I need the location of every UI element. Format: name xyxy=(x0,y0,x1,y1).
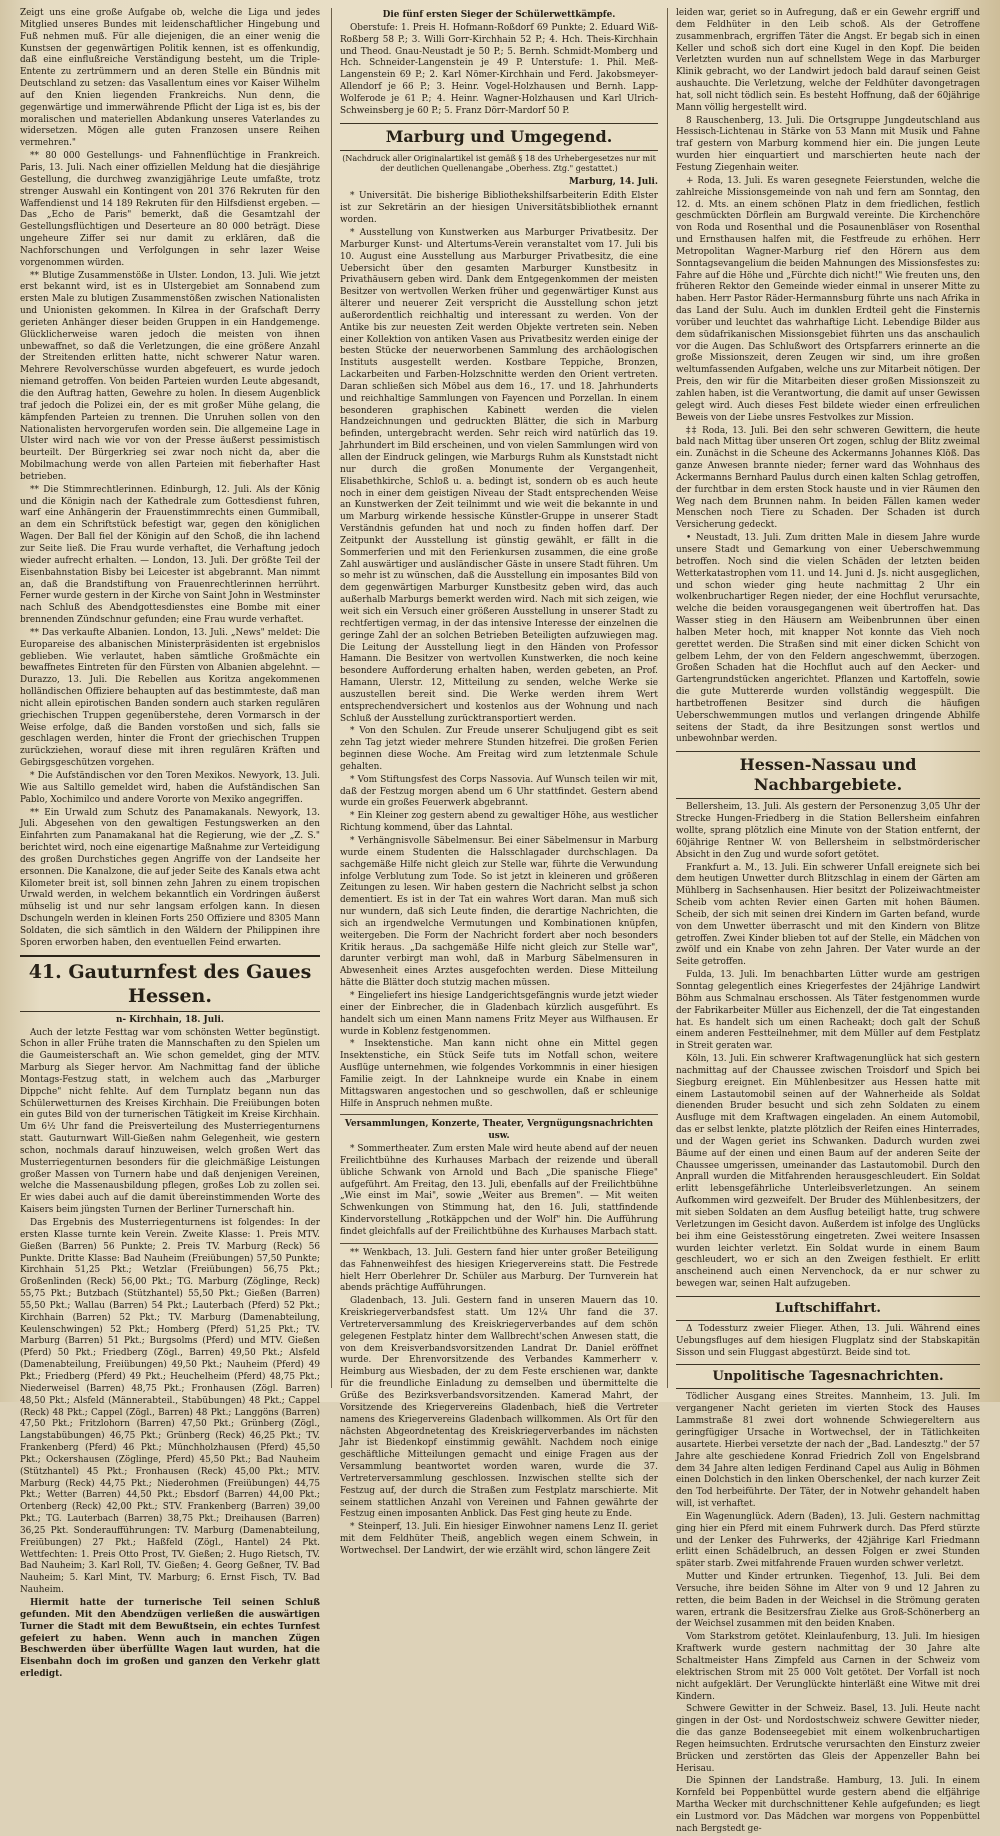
article-paragraph: * Eingeliefert ins hiesige Landgerichtsgefängnis wurde jetzt wieder einer der Einbrecher, die in Gladenbach kürzlich ausgeführt. Es handelt sich um einen Mann namens Fritz Meyer aus Wilfhausen. Er wurde in Koblenz festgenommen. xyxy=(340,990,658,1037)
article-paragraph: Mutter und Kinder ertrunken. Tiegenhof, 13. Juli. Bei dem Versuche, ihre beiden Söhne im Alter von 9 und 12 Jahren zu retten, die beim Baden in der Weichsel in die Strömung geraten waren, ertrank die Besitzersfrau Zielke aus Groß-Schönerberg an der Weichsel zusammen mit den beiden Knaben. xyxy=(676,1572,980,1630)
article-paragraph: * Ausstellung von Kunstwerken aus Marburger Privatbesitz. Der Marburger Kunst- und Altertums-Verein veranstaltet vom 17. Juli bis 10. August eine Ausstellung aus Marburger Privatbesitz, die eine Uebersicht über den gesamten Marburger Kunstbesitz in Privathäusern geben wird. Dank dem Entgegenkommen der meisten Besitzer von wertvollen Werken früher und gegenwärtiger Kunst aus älterer und neuerer Zeit verspricht die Ausstellung schon jetzt außerordentlich reichhaltig und interessant zu werden. Von der Antike bis zur neuesten Zeit werden Objekte vertreten sein. Neben einer Kollektion von antiken Vasen aus Privatbesitz werden einige der besten Stücke der neuerworbenen Sammlung des archäologischen Instituts ausgestellt werden. Kostbare Teppiche, Bronzen, Lackarbeiten und Farben-Holzschnitte werden den Orient vertreten. Daran schließen sich Möbel aus dem 16., 17. und 18. Jahrhunderts und reichhaltige Sammlungen von Fayencen und Porzellan. In einem besonderen graphischen Kabinett werden die vielen Handzeichnungen und gedruckten Blätter, die sich in Marburg befinden, untergebracht werden. Sehr reich wird natürlich das 19. Jahrhundert im Bild erscheinen, und von vielen Sammlungen wird von allen der Eindruck gelingen, wie Marburgs Ruhm als Kunststadt nicht nur durch die großen Monumente der Vergangenheit, Elisabethkirche, Schloß u. a. bedingt ist, sondern ob es auch heute noch in einer dem geistigen Niveau der Stadt entsprechenden Weise an Kunstwerken der Zeit teilnimmt und wie weit die bekannte in und um Marburg wirkende hessische Künstler-Gruppe in unserer Stadt Verständnis gefunden hat und noch zu finden hoffen darf. Der Zeitpunkt der Ausstellung ist günstig gewählt, er fällt in die Sommerferien und mit den Ferienkursen zusammen, die eine große Zahl auswärtiger und ausländischer Gäste in unsere Stadt führen. Um so mehr ist zu wünschen, daß die Ausstellung ein imposantes Bild von dem gegenwärtigen Marburger Kunstbesitz geben wird, das auch außerhalb Marburgs bemerkt werden wird. Nach mit sich zeigen, wie weit sich ein Versuch einer größeren Ausstellung in unserer Stadt zu rechtfertigen vermag, in der das intensive Interesse der einzelnen die geringe Zahl der an solchen Betrieben Beteiligten aufzuwiegen mag. Die Leitung der Ausstellung liegt in den Händen von Professor Hamann. Die Besitzer von wertvollen Kunstwerken, die noch keine besondere Aufforderung erhalten haben, werden gebeten, an Prof. Hamann, Ulerstr. 12, Mitteilung zu senden, welche Werke sie auszustellen bereit sind. Die Werke werden ihrem Wert entsprechendversichert und kostenlos aus der Wohnung und nach Schluß der Ausstellung zurücktransportiert werden. xyxy=(340,227,658,724)
column-left xyxy=(20,8,320,1680)
article-paragraph: Zeigt uns eine große Aufgabe ob, welche die Liga und jedes Mitglied unseres Bundes mit leidenschaftlicher Hingebung und Fuß nehmen muß. Für alle diejenigen, die an einer wenig die Kunstsen der gegenwärtigen Politik kennen, ist es offenkundig, daß eine einflußreiche Verständigung besteht, um die Triple-Entente zu zertrümmern und an deren Stelle ein Bündnis mit Deutschland zu setzen: das Vasallentum eines vor Kaiser Wilhelm auf den Knien liegenden Frankreichs. Nun denn, die gegenwärtige und immerwährende Pflicht der Liga ist es, bis der moralischen und materiellen Abdankung unseres Vaterlandes zu widersetzen. Mögen alle guten Franzosen unsere Reihen vermehren." xyxy=(20,8,320,149)
dateline: Marburg, 14. Juli. xyxy=(569,176,658,187)
article-paragraph: * Die Aufständischen vor den Toren Mexikos. Newyork, 13. Juli. Wie aus Saltillo gemeldet wird, haben die Aufständischen San Pablo, Xochimilco und andere Vororte von Mexiko angegriffen. xyxy=(20,771,320,805)
article-paragraph: Ein Wagenunglück. Adern (Baden), 13. Juli. Gestern nachmittag ging hier ein Pferd mit einem Fuhrwerk durch. Das Pferd stürzte und der Lenker des Fuhrwerks, der 42jährige Karl Friedmann erlitt einen Schädelbruch, an dessen Folgen er zwei Stunden später starb. Zwei mitfahrende Frauen wurden schwer verletzt. xyxy=(676,1511,980,1570)
article-paragraph: * Insektenstiche. Man kann nicht ohne ein Mittel gegen Insektenstiche, ein Stück Seife tuts im Notfall schon, weitere Ausflüge unternehmen, wie folgendes Vorkommnis in einer hiesigen Familie zeigt. In der Lahnkneipe wurde ein Knabe in einem Mittagswaren angestochen und so geschwollen, daß er schleunige Hilfe in Anspruch nehmen mußte. xyxy=(340,1039,658,1109)
article-paragraph: ‡‡ Roda, 13. Juli. Bei den sehr schweren Gewittern, die heute bald nach Mittag über unseren Ort zogen, schlug der Blitz zweimal ein. Zunächst in die Scheune des Ackermanns Johannes Klöß. Das ganze Anwesen brannte nieder; ferner ward das Wohnhaus des Ackermanns Bernhard Paulus durch einen kalten Schlag getroffen, der furchtbar in dem ersten Stock hauste und in vier Räumen den Weg nach dem Brunnen nahm. In beiden Fällen kamen weder Menschen noch Tiere zu Schaden. Der Schaden ist durch Versicherung gedeckt. xyxy=(676,425,980,531)
section-heading-gauturnfest: 41. Gauturnfest des Gaues Hessen. xyxy=(20,955,320,1012)
article-paragraph: Bellersheim, 13. Juli. Als gestern der Personenzug 3,05 Uhr der Strecke Hungen-Friedberg in die Station Bellersheim einfahren wollte, sprang plötzlich eine Minute von der Station entfernt, der 60jährige Rentner W. von Bellersheim in selbstmörderischer Absicht in den Zug und wurde sofort getötet. xyxy=(676,802,980,860)
column-middle xyxy=(340,8,658,1556)
article-title: Die fünf ersten Sieger der Schülerwettkämpfe. xyxy=(382,10,616,20)
article-paragraph: • Neustadt, 13. Juli. Zum dritten Male in diesem Jahre wurde unsere Stadt und Gemarkung von einer Ueberschwemmung betroffen. Noch sind die vielen Schäden der letzten beiden Wetterkatastrophen vom 11. und 14. Juni d. Js. nicht ausgeglichen, und schon wieder ging heute nachmittag 2 Uhr ein wolkenbruchartiger Regen nieder, der eine Hochflut verursachte, welche die beiden vorausgegangenen weit übertroffen hat. Das Wasser stieg in den Häusern am Weibenbrunnen über einen halben Meter hoch, mit knapper Not konnte das Vieh noch gerettet werden. Die Straßen sind mit einer dicken Schicht von gelbem Lehm, der von den Feldern angeschwemmt, überzogen. Großen Schaden hat die Hochflut auch auf den Aecker- und Gartengrundstücken angerichtet. Pflanzen und Kartoffeln, sowie die gute Muttererde wurden vollständig weggespült. Die hartbetroffenen Besitzer sind durch die häufigen Ueberschwemmungen mutlos und verlangen dringende Abhilfe seitens der Stadt, da ihre Besitzungen sonst wertlos und unbewohnbar werden. xyxy=(676,533,980,745)
column-rule xyxy=(331,8,332,1388)
column-right xyxy=(676,8,980,1834)
article-paragraph: * Von den Schulen. Zur Freude unserer Schuljugend gibt es seit zehn Tag jetzt wieder mehrere Stunden hitzefrei. Die großen Ferien beginnen diese Woche. Am Freitag wird zum letztenmale Schule gehalten. xyxy=(340,726,658,772)
article-paragraph: Fulda, 13. Juli. Im benachbarten Lütter wurde am gestrigen Sonntag gelegentlich eines Kriegerfestes der 24jährige Landwirt Böhm aus Schmalnau erschossen. Als Täter festgenommen wurde der Fabrikarbeiter Müller aus Eichenzell, der die Tat eingestanden hat. Es handelt sich um einen Racheakt; doch galt der Schuß einem anderen Festteilnehmer, mit dem Müller auf dem Festplatz in Streit geraten war. xyxy=(676,970,980,1052)
article-paragraph: Schwere Gewitter in der Schweiz. Basel, 13. Juli. Heute nacht gingen in der Ost- und Nordostschweiz schwere Gewitter nieder, die das ganze Bodenseegebiet mit einem wolkenbruchartigen Regen heimsuchten. Erdrutsche verursachten den Einsturz zweier Brücken und zerstörten das Gleis der Appenzeller Bahn bei Herisau. xyxy=(676,1704,980,1774)
article-title: Versammlungen, Konzerte, Theater, Vergnügungsnachrichten usw. xyxy=(344,1119,654,1142)
article-paragraph: * Vom Stiftungsfest des Corps Nassovia. Auf Wunsch teilen wir mit, daß der Festzug morgen abend um 6 Uhr stattfindet. Gestern abend wurde ein großes Feuerwerk abgebrannt. xyxy=(340,774,658,809)
divider xyxy=(340,1243,658,1244)
section-heading-hessen-nassau: Hessen-Nassau und Nachbargebiete. xyxy=(676,751,980,799)
article-paragraph: ** Ein Urwald zum Schutz des Panamakanals. Newyork, 13. Juli. Abgesehen von den gewaltigen Festungswerken an den Einfahrten zum Panamakanal hat die Regierung, wie der „Z. S." berichtet wird, noch eine eigenartige Maßnahme zur Verteidigung des großen Durchstiches gegen Angriffe von der Landseite her ersonnen. Die Kanalzone, die auf jeder Seite des Kanals etwa acht Kilometer breit ist, soll binnen zehn Jahren zu einem tropischen Urwald werden, in welchem bekanntlich ein Vordringen äußerst mühselig ist und nur sehr langsam erfolgen kann. In diesen Dschungeln werden in kleinen Forts 250 Offiziere und 8305 Mann Soldaten, die sich sämtlich in den Wäldern der Philippinen ihre Sporen erworben haben, den eventuellen Feind erwarten. xyxy=(20,807,320,948)
article-paragraph: 8 Rauschenberg, 13. Juli. Die Ortsgruppe Jungdeutschland aus Hessisch-Lichtenau in Stärke von 53 Mann mit Musik und Fahne traf gestern von Marburg kommend hier ein. Die jungen Leute wurden hier einquartiert und marschierten heute nach der Festung Ziegenhain weiter. xyxy=(676,115,980,173)
section-heading-luftschiffahrt: Luftschiffahrt. xyxy=(676,1296,980,1321)
article-paragraph: Oberstufe: 1. Preis H. Hofmann-Roßdorf 69 Punkte; 2. Eduard Wiß-Roßberg 58 P.; 3. Willi Gorr-Kirchhain 52 P.; 4. Hch. Theis-Kirchhain und Theod. Gnau-Neustadt je 50 P.; 5. Bernh. Schmidt-Momberg und Hch. Schneider-Langenstein je 49 P. Unterstufe: 1. Phil. Meß-Langenstein 69 P.; 2. Karl Nömer-Kirchhain und Ferd. Jakobsmeyer-Allendorf je 66 P.; 3. Heinr. Vogel-Holzhausen und Bernh. Lapp-Wolferode je 61 P.; 4. Heinr. Wagner-Holzhausen und Karl Ulrich-Schweinsberg je 60 P.; 5. Franz Dörr-Mardorf 50 P. xyxy=(340,22,658,116)
article-paragraph: leiden war, geriet so in Aufregung, daß er ein Gewehr ergriff und dem Feldhüter in den Leib schoß. Als der Getroffene zusammenbrach, ergriffen Täter die Angst. Er begab sich in einen Keller und schoß sich dort eine Kugel in den Kopf. Die beiden Verletzten wurden nun auf schnellstem Wege in das Marburger Klinik gebracht, wo der Landwirt jedoch bald darauf seinen Geist aushauchte. Die Verletzung, welche der Feldhüter davongetragen hat, soll nicht tödlich sein. Es besteht Hoffnung, daß der 60jährige Mann völlig hergestellt wird. xyxy=(676,8,980,113)
article-paragraph: + Roda, 13. Juli. Es waren gesegnete Feierstunden, welche die zahlreiche Missionsgemeinde von nah und fern am Sonntag, den 12. d. Mts. an einem schönen Platz in dem friedlichen, festlich geschmückten Dörflein am Burgwald vereinte. Die Kirchenchöre von Roda und Rosenthal und die Posaunenbläser von Rosenthal und Ernsthausen halfen mit, die Festfreude zu erhöhen. Herr Metropolitan Wagner-Marburg rief den Hörern aus dem Sonntagsevangelium die beiden Mahnungen des Missionsfestes zu: Fahre auf die Höhe und „Fürchte dich nicht!" Wie freuten uns, den früheren Rektor den Gemeinde wieder einmal in unserer Mitte zu haben. Herr Pastor Räder-Hermannsburg führte uns nach Afrika in das Land der Sulu. Auch im dunklen Erdteil geht die Finsternis vorüber und leuchtet das wahrhaftige Licht. Lebendige Bilder aus dem südafrikanischen Missionsgebiet führten uns das anschaulich vor die Augen. Das Schlußwort des Ortspfarrers erinnerte an die große Missionszeit, deren Zeugen wir sind, um ihre großen weltumfassenden Aufgaben, welche uns zur Mitarbeit nötigen. Der Preis, den wir für die Mitarbeiten dieser großen Missionszeit zu zahlen haben, ist die Verantwortung, die damit auf unser Gewissen gelegt wird. Auch dieses Fest bildete wieder einen erfreulichen Beweis von der Liebe unsres Festvolkes zur Mission. xyxy=(676,175,980,423)
article-paragraph: ** Die Stimmrechtlerinnen. Edinburgh, 12. Juli. Als der König und die Königin nach der Kathedrale zum Gottesdienst fuhren, warf eine Anhängerin der Frauenstimmrechts einen Gummiball, an dem ein Schriftstück befestigt war, gegen den königlichen Wagen. Der Ball fiel der Königin auf den Schoß, die ihn lachend zur Seite ließ. Die Frau wurde verhaftet, die Verhaftung jedoch wieder aufrecht erhalten. — London, 13. Juli. Der größte Teil der Eisenbahnstation Bisby bei Leicester ist abgebrannt. Man nimmt an, daß die Brandstiftung von Frauenrechtlerinnen herrührt. Ferner wurde gestern in der Kirche von Saint John in Westminster nach Schluß des Abendgottesdienstes eine Bombe mit einer brennenden Zündschnur gefunden; eine Frau wurde verhaftet. xyxy=(20,484,320,626)
reprint-notice: (Nachdruck aller Originalartikel ist gemäß § 18 des Urhebergesetzes nur mit der deutlichen Quellenangabe „Oberhess. Ztg." gestattet.) xyxy=(342,153,656,174)
article-paragraph: Das Ergebnis des Musterriegenturnens ist folgendes: In der ersten Klasse turnte kein Verein. Zweite Klasse: 1. Preis MTV. Gießen (Barren) 56 Punkte; 2. Preis TV. Marburg (Reck) 56 Punkte. Dritte Klasse: Bad Nauheim (Freiübungen) 57,50 Punkte; Kirchhain 51,25 Pkt.; Wetzlar (Freiübungen) 56,75 Pkt.; Großenlinden (Reck) 56,00 Pkt.; TG. Marburg (Zöglinge, Reck) 55,75 Pkt.; Butzbach (Stützhantel) 55,50 Pkt.; Gießen (Barren) 55,50 Pkt.; Wallau (Barren) 54 Pkt.; Lauterbach (Pferd) 52 Pkt.; Kirchhain (Barren) 52 Pkt.; TV. Marburg (Damenabteilung, Keulenschwingen) 52 Pkt.; Homberg (Pferd) 51,25 Pkt.; TV. Marburg (Barren) 51 Pkt.; Burgsolms (Pferd) und MTV. Gießen (Pferd) 50 Pkt.; Friedberg (Zögl., Barren) 49,50 Pkt.; Alsfeld (Damenabteilung, Freiübungen) 49,50 Pkt.; Nauheim (Pferd) 49 Pkt.; Friedberg (Pferd) 49 Pkt.; Heuchelheim (Pferd) 48,75 Pkt.; Niederweisel (Barren) 48,75 Pkt.; Fronhausen (Zögl. Barren) 48,50 Pkt.; Alsfeld (Männerabteil., Stabübungen) 48 Pkt.; Cappel (Reck) 48 Pkt.; Cappel (Zögl., Barren) 48 Pkt.; Langgöns (Barren) 47,50 Pkt.; Fritzlohorn (Barren) 47,50 Pkt.; Grünberg (Zögl., Langstabübungen) 46,75 Pkt.; Grünberg (Reck) 46,25 Pkt.; TV. Frankenberg (Pferd) 46 Pkt.; Münchholzhausen (Pferd) 45,50 Pkt.; Ockershausen (Zöglinge, Pferd) 45,50 Pkt.; Bad Nauheim (Stützhantel) 45 Pkt.; Fronhausen (Reck) 45,00 Pkt.; MTV. Marburg (Reck) 44,75 Pkt.; Niederohmen (Freiübungen) 44,75 Pkt.; Wetter (Barren) 44,50 Pkt.; Ebsdorf (Barren) 44,00 Pkt.; Ortenberg (Reck) 42,00 Pkt.; STV. Frankenberg (Barren) 39,00 Pkt.; TG. Lauterbach (Barren) 38,75 Pkt.; Dreihausen (Barren) 36,25 Pkt. Sonderaufführungen: TV. Marburg (Damenabteilung, Freiübungen) 27 Pkt.; Haßfeld (Zögl., Hantel) 24 Pkt. Wettfechten: 1. Preis Otto Prost, TV. Gießen; 2. Hugo Rietsch, TV. Bad Nauheim; 3. Karl Roll, TV. Gießen; 4. Georg Geßner, TV. Bad Nauheim; 5. Karl Mint, TV. Marburg; 6. Ernst Fisch, TV. Bad Nauheim. xyxy=(20,1218,320,1596)
article-paragraph: Hiermit hatte der turnerische Teil seinen Schluß gefunden. Mit den Abendzügen verließen die auswärtigen Turner die Stadt mit dem Bewußtsein, ein echtes Turnfest gefeiert zu haben. Wenn auch in manchen Zügen Beschwerden über überfüllte Wagen laut wurden, hat die Eisenbahn doch im großen und ganzen den Verkehr glatt erledigt. xyxy=(20,1598,320,1680)
article-paragraph: ** 80 000 Gestellungs- und Fahnenflüchtige in Frankreich. Paris, 13. Juli. Nach einer offiziellen Meldung hat die diesjährige Gestellung, die durchweg zwanzigjährige Leute umfaßte, trotz strenger Auswahl ein Kontingent von 201 376 Rekruten für den Waffendienst und 14 189 Rekruten für den Hilfsdienst ergeben. — Das „Echo de Paris" bemerkt, daß die Gesamtzahl der Gestellungsflüchtigen und Deserteure an 80 000 beträgt. Diese ungeheure Ziffer sei nur damit zu erklären, daß die Nachforschungen und Verfolgungen in sehr lazer Weise vorgenommen würden. xyxy=(20,151,320,268)
article-paragraph: Köln, 13. Juli. Ein schwerer Kraftwagenunglück hat sich gestern nachmittag auf der Chaussee zwischen Troisdorf und Spich bei Siegburg ereignet. Ein Mühlenbesitzer aus Hessen hatte mit einem Lastautomobil seinen auf der Wahnerheide als Soldat dienenden Bruder besucht und sich zehn Soldaten zu einem Ausfluge mit dem Kraftwagen eingeladen. An einem Automobil, das er selbst lenkte, platzte plötzlich der Reifen eines Hinterrades, und der Wagen geriet ins Schwanken. Dadurch wurden zwei Bäume auf der einen und einen Baum auf der anderen Seite der Chaussee umgerissen, umeinander das Lastautomobil. Durch den Anprall wurden die Mitfahrenden herausgeschleudert. Ein Soldat erlitt lebensgefährliche Unterleibsverletzungen. An seinem Aufkommen wird gezweifelt. Der Bruder des Mühlenbesitzers, der mit sieben Soldaten an dem Ausflug beteiligt hatte, trug schwere Verletzungen im Gesicht davon. Außerdem ist infolge des Unglücks bei ihm eine Geistesstörung eingetreten. Zwei weitere Insassen wurden leichter verletzt. Ein Soldat wurde in einem Baum geschleudert, wo er sich an den Zweigen festhielt. Er erlitt anscheinend auch einen Nervenchock, da er nur schwer zu bewegen war, seinen Halt aufzugeben. xyxy=(676,1054,980,1290)
article-paragraph: Vom Starkstrom getötet. Kleinlaufenburg, 13. Juli. Im hiesigen Kraftwerk wurde gestern nachmittag der 30 Jahre alte Schaltmeister Hans Zimpfeld aus Carnen in der Schweiz vom elektrischen Strom mit 25 000 Volt getötet. Der Vorfall ist noch nicht aufgeklärt. Der Verunglückte hinterläßt eine Witwe mit drei Kindern. xyxy=(676,1632,980,1702)
article-paragraph: Die Spinnen der Landstraße. Hamburg, 13. Juli. In einem Kornfeld bei Poppenbüttel wurde gestern abend die elfjährige Martha Wecker mit durchschnittener Kehle aufgefunden; es liegt ein Lustmord vor. Das Mädchen war morgens von Poppenbüttel nach Bergstedt ge- xyxy=(676,1776,980,1834)
article-paragraph: Frankfurt a. M., 13. Juli. Ein schwerer Unfall ereignete sich bei dem heutigen Unwetter durch Blitzschlag in einem der Gärten am Mühlberg in Sachsenhausen. Hier besitzt der Polizeiwachtmeister Scheib vom achten Revier einen Garten mit hohen Bäumen. Scheib, der sich mit seinen drei Kindern im Garten befand, wurde von dem Unwetter überrascht und mit den Kindern von Blitze getroffen. Zwei Kinder blieben tot auf der Stelle, ein Mädchen von zwölf und ein Knabe von zehn Jahren. Der Vater wurde an der Seite getroffen. xyxy=(676,862,980,968)
column-rule xyxy=(667,8,668,1388)
article-paragraph: * Sommertheater. Zum ersten Male wird heute abend auf der neuen Freilichtbühne des Kurhauses Marbach der reizende und überall übliche Schwank von Arnold und Bach „Die spanische Fliege" aufgeführt. Am Freitag, den 13. Juli, ebenfalls auf der Freilichtbühne „Wie einst im Mai", sowie „Weiter aus Bremen". — Mit weiten Schwenkungen von Stimmung hat, den 16. Juli, stattfindende Kindervorstellung „Rotkäppchen und der Wolf" hin. Die Aufführung findet gleichfalls auf der Freilichtbühne des Kurhauses Marbach statt. xyxy=(340,1144,658,1237)
article-paragraph: * Steinperf, 13. Juli. Ein hiesiger Einwohner namens Lenz II. geriet mit dem Feldhüter Theiß, angeblich wegen einem Schwein, in Wortwechsel. Der Landwirt, der wie erzählt wird, schon längere Zeit xyxy=(340,1522,658,1556)
section-heading-marburg: Marburg und Umgegend. xyxy=(340,123,658,151)
article-paragraph: Tödlicher Ausgang eines Streites. Mannheim, 13. Juli. Im vergangener Nacht gerieten im vierten Stock des Hauses Lammstraße 81 zwei dort wohnende Schwiegereltern aus geringfügiger Ursache in Wortwechsel, der in Tätlichkeiten ausartete. Hierbei versetzte der nach der „Bad. Landesztg." der 57 Jahre alte geschiedene Konrad Friedrich Zoll von Engelsbrand dem 34 Jahre alten ledigen Ferdinand Capel aus Aulig in Böhmen einen Dolchstich in den linken Oberschenkel, der nach kurzer Zeit den Tod herbeiführte. Der Täter, der in Notwehr gehandelt haben will, ist verhaftet. xyxy=(676,1392,980,1510)
article-paragraph: * Verhängnisvolle Säbelmensur. Bei einer Säbelmensur in Marburg wurde einem Studenten die Halsschlagader durchschlagen. Da sachgemäße Hilfe nicht gleich zur Stelle war, führte die Verwundung infolge Verblutung zum Tode. So ist jetzt in kleineren und größeren Zeitungen zu lesen. Wir haben gestern die Nachricht selbst ja schon dementiert. Es ist in der Tat ein wahres Wort daran. Man muß sich nur wundern, daß sich Leute finden, die derartige Nachrichten, die sich an irgendwelche Vermutungen und Kombinationen knüpfen, weitergeben. Die Form der Nachricht fordert aber noch besonders Kritik heraus. „Da sachgemäße Hilfe nicht gleich zur Stelle war", darunter verbirgt man wohl, daß in Marburg Säbelmensuren in Abwesenheit eines Arztes ausgefochten werden. Diese Mitteilung hätte die Blätter doch stutzig machen müssen. xyxy=(340,836,658,989)
section-heading-tagesnachrichten: Unpolitische Tagesnachrichten. xyxy=(676,1364,980,1389)
article-paragraph: * Universität. Die bisherige Bibliothekshilfsarbeiterin Edith Elster ist zur Sekretärin an der hiesigen Universitätsbibliothek ernannt worden. xyxy=(340,191,658,226)
article-paragraph: Auch der letzte Festtag war vom schönsten Wetter begünstigt. Schon in aller Frühe traten die Mannschaften zu den Spielen um die Gaumeisterschaft an. Wie schon gemeldet, ging der MTV. Marburg als Sieger hervor. Am Nachmittag fand der übliche Montags-Festzug statt, in welchem auch das „Marburger Dippche" nicht fehlte. Auf dem Turnplatz begann nun das Schülerwetturnen des Kreises Kirchhain. Die Freiübungen boten ein gutes Bild von der turnerischen Tätigkeit im Kreise Kirchhain. Um 6½ Uhr fand die Preisverteilung des Musterriegenturnens statt. Gauturnwart Will-Gießen nahm Gelegenheit, wie gestern schon, nochmals darauf hinzuweisen, welch großen Wert das Musterriegenturnen besonders für die gleichmäßige Leistungen großer Massen von Turnern habe und daß denjenigen Vereinen, welche die Massenausbildung pflegen, großes Lob zu zollen sei. Er wies dabei auch auf die damit übereinstimmenden Worte des Kaisers beim jüngsten Turnen der Berliner Turnerschaft hin. xyxy=(20,1027,320,1216)
article-paragraph: * Ein Kleiner zog gestern abend zu gewaltiger Höhe, aus westlicher Richtung kommend, über das Lahntal. xyxy=(340,811,658,834)
article-paragraph: ** Das verkaufte Albanien. London, 13. Juli. „News" meldet: Die Europareise des albanischen Ministerpräsidenten ist ergebnislos geblieben. Wie verlautet, haben sämtliche Großmächte ein bewaffnetes Eintreten für den Fürsten von Albanien abgelehnt. — Durazzo, 13. Juli. Die Rebellen aus Koritza angekommenen holländischen Offiziere behaupten auf das bestimmteste, daß man nicht allein epirotischen Banden sondern auch starken regulären griechischen Truppen gegenüberstehe, deren Vormarsch in der Weise erfolge, daß die Banden vorstoßen und sich, falls sie geschlagen werden, hinter die Front der griechischen Truppen zurückziehen, worauf diese mit ihren regulären Kräften und Gebirgsgeschützen vorgehen. xyxy=(20,627,320,769)
article-paragraph: ** Blutige Zusammenstöße in Ulster. London, 13. Juli. Wie jetzt erst bekannt wird, ist es in Ulstergebiet am Sonnabend zum ersten Male zu blutigen Zusammenstößen zwischen Nationalisten und Unionisten gekommen. In Kilrea in der Grafschaft Derry gerieten Anhänger dieser beiden Gruppen in ein Handgemenge. Glücklicherweise waren jedoch die meisten von ihnen unbewaffnet, so daß die Verletzungen, die eine größere Anzahl der Streitenden erlitten hatte, nicht schwerer Natur waren. Mehrere Revolverschüsse wurden abgefeuert, es wurde jedoch niemand getroffen. Von beiden Parteien wurden Leute abgesandt, die den Auftrag hatten, Gewehre zu holen. In diesem Augenblick traf jedoch die Polizei ein, der es mit großer Mühe gelang, die kämpfenden Parteien zu trennen. Die Unruhen sollen von den Nationalisten hervorgerufen worden sein. Die allgemeine Lage in Ulster wird nach wie vor von der Presse äußerst pessimistisch beurteilt. Der Bürgerkrieg sei zwar noch nicht da, aber die Mobilmachung werde von allen Parteien mit fieberhafter Hast betrieben. xyxy=(20,270,320,482)
dateline: n- Kirchhain, 18. Juli. xyxy=(115,1014,225,1025)
article-paragraph: Gladenbach, 13. Juli. Gestern fand in unseren Mauern das 10. Kreiskriegerverbandsfest statt. Um 12¼ Uhr fand die 37. Vertreterversammlung des Kreiskriegerverbandes auf dem schön gelegenen Festplatz hinter dem Wallbrecht'schen Anwesen statt, die von dem Kreisverbandsvorsitzenden Landrat Dr. Daniel eröffnet wurde. Der Ehrenvorsitzende des Verbandes Kammerherr v. Heimburg aus Wiesbaden, der zu dem Feste erschienen war, dankte für die freundliche Einladung zu demselben und übermittelte die Grüße des Bezirksverbandsvorsitzenden. Kamerad Mahrt, der Vorsitzende des Kriegervereins Gladenbach, hieß die Vertreter namens des Kriegervereins Gladenbach willkommen. Als Ort für den nächsten Abgeordnetentag des Kreiskriegerverbandes im nächsten Jahr ist Biedenkopf einstimmig gewählt. Nachdem noch einige geschäftliche Mitteilungen gemacht und einige Fragen aus der Versammlung beantwortet worden waren, wurde die 37. Vertreterversammlung geschlossen. Inzwischen stellte sich der Festzug auf, der durch die Straßen zum Festplatz marschierte. Mit seinem stattlichen Anzahl von Vereinen und Fahnen gewährte der Festzug einen imposanten Anblick. Das Fest ging heute zu Ende. xyxy=(340,1296,658,1520)
article-paragraph: ** Wenkbach, 13. Juli. Gestern fand hier unter großer Beteiligung das Fahnenweihfest des hiesigen Kriegervereins statt. Die Festrede hielt Herr Oberlehrer Dr. Schüler aus Marburg. Der Turnverein hat abends prächtige Aufführungen. xyxy=(340,1247,658,1294)
article-paragraph: Δ Todessturz zweier Flieger. Athen, 13. Juli. Während eines Uebungsfluges auf dem hiesigen Flugplatz sind der Stabskapitän Sisson und sein Fluggast abgestürzt. Beide sind tot. xyxy=(676,1323,980,1358)
divider xyxy=(340,1114,658,1115)
